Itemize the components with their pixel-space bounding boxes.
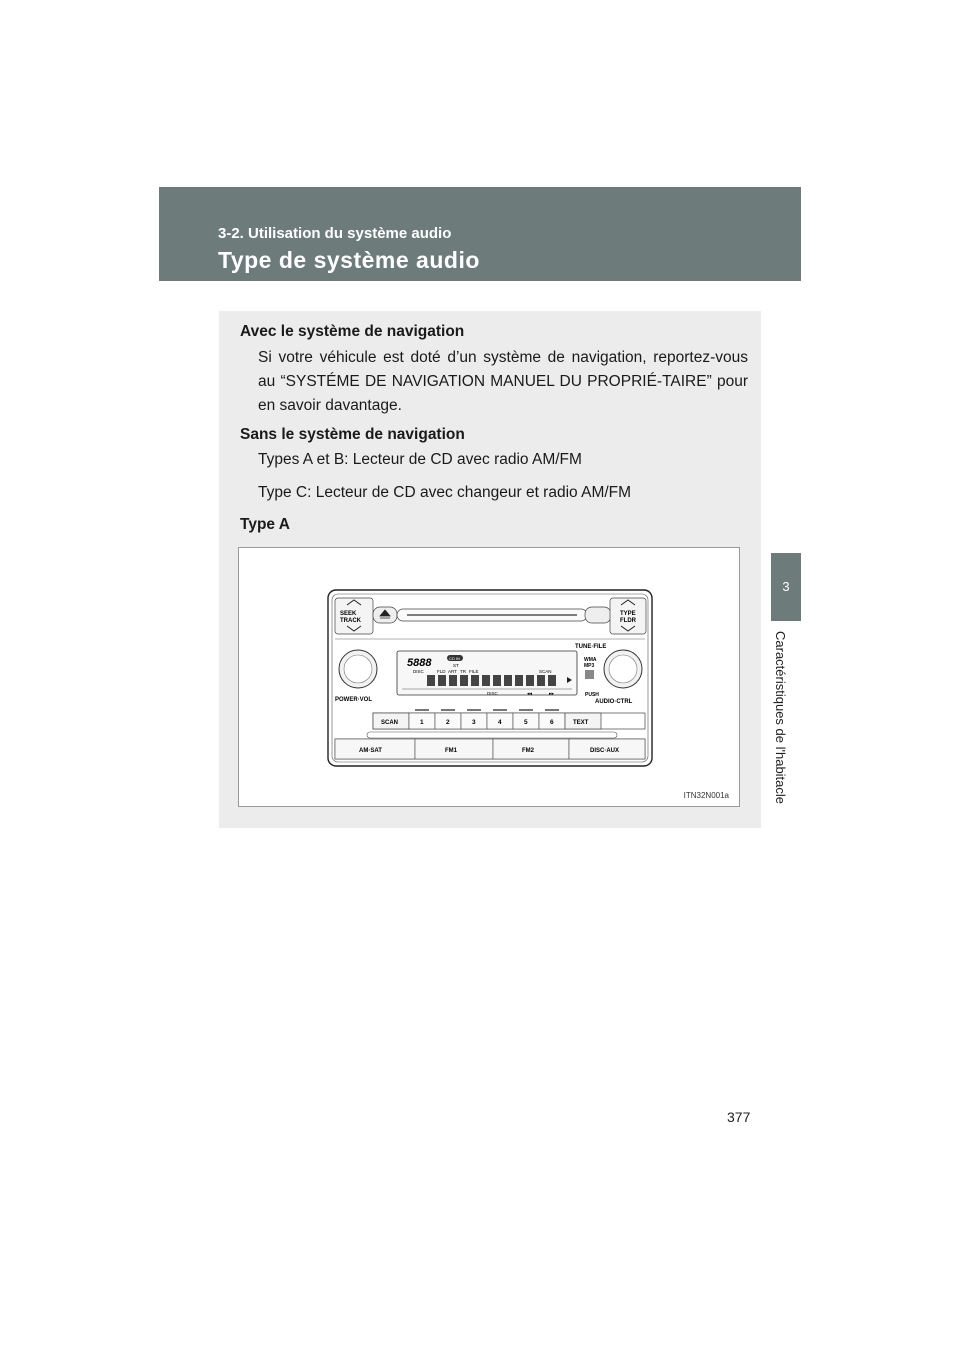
chapter-number-box xyxy=(771,553,801,621)
radio-figure xyxy=(238,547,740,807)
power-vol-label: POWER·VOL xyxy=(335,697,372,703)
segment-9 xyxy=(515,675,523,686)
preset-3-indicator xyxy=(467,709,481,711)
text-label: TEXT xyxy=(573,720,589,726)
seek-label: SEEK xyxy=(340,611,357,617)
fldr-label: FLDR xyxy=(620,618,636,624)
type-label: TYPE xyxy=(620,611,636,617)
preset-2-indicator xyxy=(441,709,455,711)
tr-indicator: TR xyxy=(460,669,466,674)
st-indicator: ST xyxy=(453,663,459,668)
without-nav-heading: Sans le système de navigation xyxy=(240,426,465,443)
type-c-text: Type C: Lecteur de CD avec changeur et radio AM/FM xyxy=(258,484,632,501)
preset-3-label: 3 xyxy=(472,719,476,726)
preset-5-indicator xyxy=(519,709,533,711)
disc-nav-label: DISC xyxy=(487,691,498,696)
segment-8 xyxy=(504,675,512,686)
radio-illustration xyxy=(327,589,653,767)
content-box xyxy=(219,311,761,828)
wma-label: WMA xyxy=(584,657,597,663)
power-vol-knob-inner xyxy=(344,655,372,683)
segment-12 xyxy=(548,675,556,686)
tune-file-label: TUNE·FILE xyxy=(575,644,607,650)
display-main: 5888 xyxy=(407,657,432,669)
am-sat-label: AM·SAT xyxy=(359,748,382,754)
chapter-label-box xyxy=(771,621,801,830)
scan-label: SCAN xyxy=(381,720,399,726)
segment-10 xyxy=(526,675,534,686)
page-number: 377 xyxy=(727,1109,751,1125)
rewind-icon: ◂◂ xyxy=(527,691,533,697)
chapter-number: 3 xyxy=(782,579,790,594)
segment-11 xyxy=(537,675,545,686)
audio-ctrl-label: AUDIO·CTRL xyxy=(595,699,633,705)
preset-1-label: 1 xyxy=(420,719,424,726)
section-label: 3-2. Utilisation du système audio xyxy=(218,225,452,242)
segment-6 xyxy=(482,675,490,686)
chapter-label: Caractéristiques de l'habitacle xyxy=(773,631,788,805)
with-nav-heading: Avec le système de navigation xyxy=(240,323,465,340)
preset-4-indicator xyxy=(493,709,507,711)
page-title: Type de système audio xyxy=(218,247,480,273)
track-label: TRACK xyxy=(340,618,361,624)
segment-4 xyxy=(460,675,468,686)
art-indicator: ART xyxy=(448,669,457,674)
tune-file-knob-inner xyxy=(609,655,637,683)
preset-4-label: 4 xyxy=(498,719,502,726)
disc-aux-label: DISC·AUX xyxy=(590,748,620,754)
segment-7 xyxy=(493,675,501,686)
segment-5 xyxy=(471,675,479,686)
fm1-label: FM1 xyxy=(445,748,457,754)
types-ab-text: Types A et B: Lecteur de CD avec radio AM/FM xyxy=(258,451,582,468)
segment-3 xyxy=(449,675,457,686)
forward-icon: ▸▸ xyxy=(549,691,555,697)
preset-1-indicator xyxy=(415,709,429,711)
preset-6-indicator xyxy=(545,709,559,711)
preset-5-label: 5 xyxy=(524,719,528,726)
push-label: PUSH xyxy=(585,692,599,698)
disc-logo-icon xyxy=(585,670,594,679)
preset-2-label: 2 xyxy=(446,719,450,726)
cd-in-text: CD IN xyxy=(449,656,460,661)
scan-indicator: SCAN xyxy=(539,669,552,674)
mp3-label: MP3 xyxy=(584,663,595,669)
segment-1 xyxy=(427,675,435,686)
file-indicator: FILE xyxy=(469,669,479,674)
preset-6-label: 6 xyxy=(550,719,554,726)
lower-rail xyxy=(367,732,617,738)
type-a-heading: Type A xyxy=(240,516,290,533)
disc-indicator: DISC xyxy=(413,669,424,674)
segment-2 xyxy=(438,675,446,686)
section-header xyxy=(159,187,801,281)
slot-right-button[interactable] xyxy=(585,607,611,623)
figure-code: ITN32N001a xyxy=(683,791,729,800)
with-nav-text: Si votre véhicule est doté d’un système de navigation, reportez-vous au “SYSTÉME DE NAVIGATION MANUEL DU PROPRIÉ-TAIRE” pour en savoir davantage. xyxy=(258,349,748,414)
fld-indicator: FLD xyxy=(437,669,446,674)
fm2-label: FM2 xyxy=(522,748,534,754)
